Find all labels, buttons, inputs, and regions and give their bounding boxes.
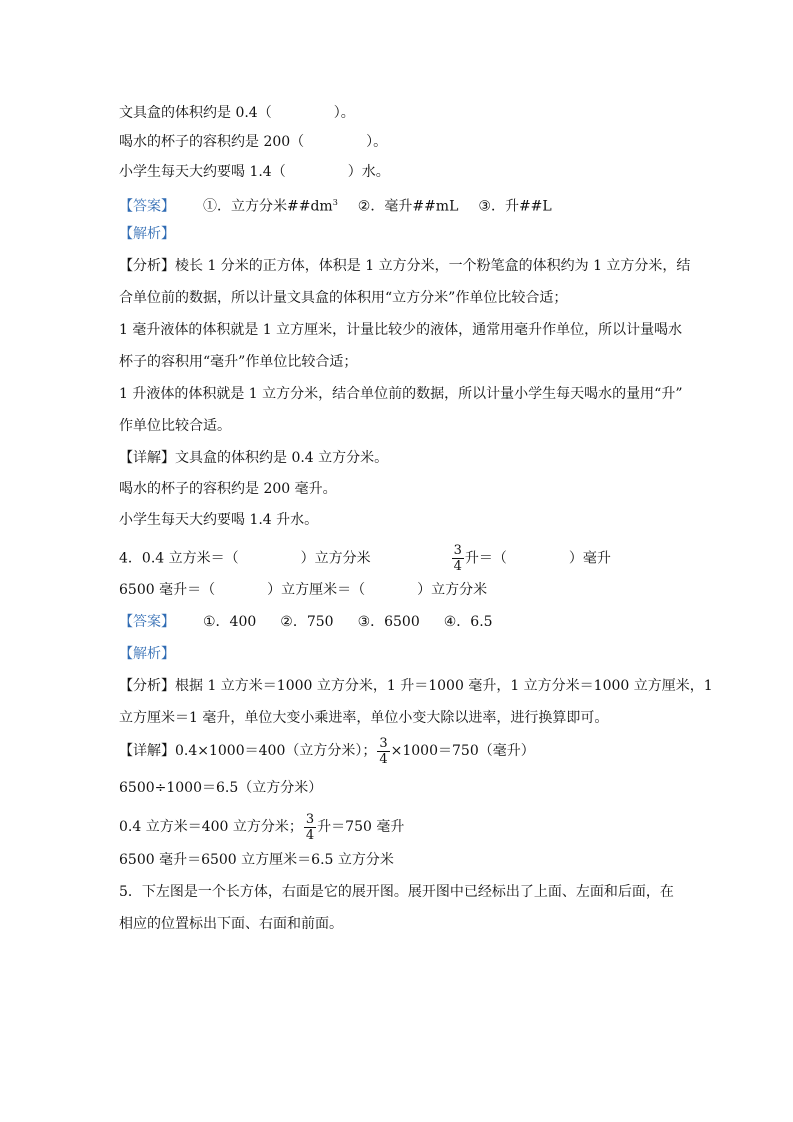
q5-line2: 相应的位置标出下面、右面和前面。 [119, 916, 343, 932]
fraction-three-quarters: $\frac{3}{4}$ [453, 543, 462, 574]
q4-line2: 6500 毫升＝（ ）立方厘米＝（ ）立方分米 [119, 582, 488, 598]
q4-xiangjie-3: 0.4 立方米＝400 立方分米； $\frac{3}{4}$ 升＝750 毫升 [119, 811, 405, 843]
q3-line3: 小学生每天大约要喝 1.4（ ）水。 [119, 164, 390, 180]
q3-line1: 文具盒的体积约是 0.4（ ）。 [119, 105, 355, 121]
fraction-three-quarters: $\frac{3}{4}$ [379, 735, 388, 767]
q3-fenxi-4: 杯子的容积用“毫升”作单位比较合适； [119, 354, 358, 370]
q3-fenxi-6: 作单位比较合适。 [119, 418, 231, 434]
q4-line1: 4．0.4 立方米＝（ ）立方分米 $\frac{3}{4}$ 升＝（ ）毫升 [119, 543, 611, 574]
q3-answer: 【答案】 ①．立方分米$\#\#dm^3$ ②．毫升##mL ③．升##L [119, 198, 552, 215]
answer-tag: 【答案】 [119, 198, 175, 215]
q3-fenxi-2: 合单位前的数据，所以计量文具盒的体积用“立方分米”作单位比较合适； [119, 290, 568, 306]
q3-fenxi-1: 【分析】棱长 1 分米的正方体，体积是 1 立方分米，一个粉笔盒的体积约为 1 立方分米，结 [119, 258, 691, 274]
q4-fenxi-2: 立方厘米＝1 毫升，单位大变小乘进率，单位小变大除以进率，进行换算即可。 [119, 710, 609, 726]
fraction-three-quarters: $\frac{3}{4}$ [305, 811, 315, 843]
answer-tag: 【答案】 [119, 614, 175, 630]
q4-xiangjie-1: 【详解】0.4×1000＝400（立方分米）； $\frac{3}{4}$ ×1000＝750（毫升） [119, 735, 535, 767]
q4-answer: 【答案】 ①．400 ②．750 ③．6500 ④．6.5 [119, 614, 493, 630]
q5-line1: 5．下左图是一个长方体，右面是它的展开图。展开图中已经标出了上面、左面和后面，在 [119, 884, 674, 900]
q4-xiangjie-4: 6500 毫升＝6500 立方厘米＝6.5 立方分米 [119, 852, 394, 868]
q4-fenxi-1: 【分析】根据 1 立方米＝1000 立方分米，1 升＝1000 毫升，1 立方分米＝1000 立方厘米，1 [119, 678, 713, 694]
q3-fenxi-5: 1 升液体的体积就是 1 立方分米，结合单位前的数据，所以计量小学生每天喝水的量用“升” [119, 386, 683, 402]
q3-fenxi-3: 1 毫升液体的体积就是 1 立方厘米，计量比较少的液体，通常用毫升作单位，所以计量喝水 [119, 322, 683, 338]
q4-jiexi-tag: 【解析】 [119, 646, 175, 662]
q3-xiangjie-3: 小学生每天大约要喝 1.4 升水。 [119, 512, 319, 528]
q3-xiangjie-1: 【详解】文具盒的体积约是 0.4 立方分米。 [119, 450, 389, 466]
q3-line2: 喝水的杯子的容积约是 200（ ）。 [119, 134, 388, 150]
q3-xiangjie-2: 喝水的杯子的容积约是 200 毫升。 [119, 481, 337, 497]
q3-jiexi-tag: 【解析】 [119, 226, 175, 242]
q4-xiangjie-2: 6500÷1000＝6.5（立方分米） [119, 780, 323, 796]
